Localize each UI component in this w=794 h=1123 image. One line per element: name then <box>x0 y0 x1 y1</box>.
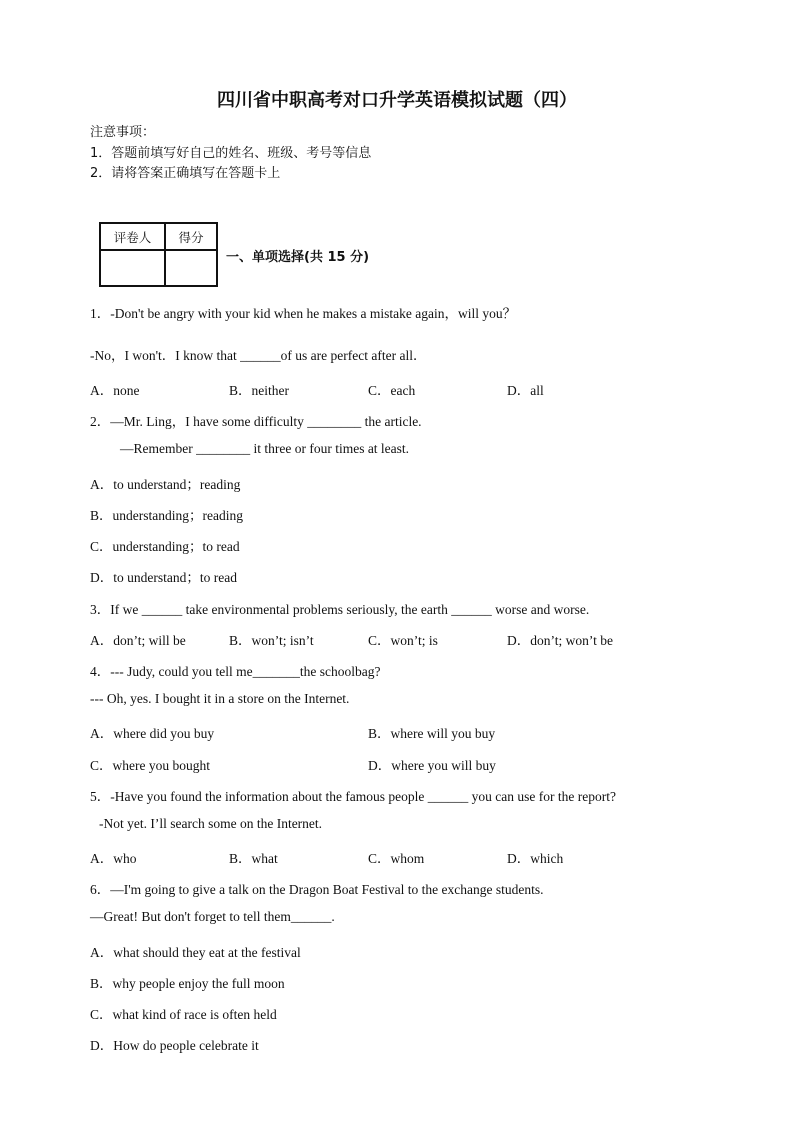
option-b[interactable]: B．understanding；reading <box>90 508 243 523</box>
question-stem: 2．—Mr. Ling，I have some difficulty ________ the article. <box>90 414 422 429</box>
question-reply: -No，I won't．I know that ______of us are perfect after all． <box>90 348 427 363</box>
option-c[interactable]: C．each <box>368 383 416 398</box>
option-b[interactable]: B．what <box>229 851 278 866</box>
question-stem: 3．If we ______ take environmental problems seriously, the earth ______ worse and worse. <box>90 602 590 617</box>
question-stem: 6．—I'm going to give a talk on the Dragon Boat Festival to the exchange students. <box>90 882 544 897</box>
question-reply: -Not yet. I’ll search some on the Internet. <box>99 816 323 831</box>
question-reply: --- Oh, yes. I bought it in a store on the Internet. <box>90 691 350 706</box>
question-reply: —Remember ________ it three or four times at least. <box>120 441 410 456</box>
option-d[interactable]: D．all <box>507 383 544 398</box>
option-c[interactable]: C．whom <box>368 851 425 866</box>
option-d[interactable]: D．where you will buy <box>368 758 496 773</box>
option-b[interactable]: B．where will you buy <box>368 726 496 741</box>
notice-item: 1．答题前填写好自己的姓名、班级、考号等信息 <box>90 146 372 161</box>
option-c[interactable]: C．where you bought <box>90 758 210 773</box>
option-b[interactable]: B．why people enjoy the full moon <box>90 976 285 991</box>
question-stem: 4．--- Judy, could you tell me_______the schoolbag? <box>90 664 381 679</box>
option-a[interactable]: A．don’t; will be <box>90 633 186 648</box>
option-d[interactable]: D．to understand；to read <box>90 570 237 585</box>
option-d[interactable]: D．which <box>507 851 564 866</box>
option-a[interactable]: A．what should they eat at the festival <box>90 945 301 960</box>
option-d[interactable]: D．don’t; won’t be <box>507 633 613 648</box>
option-c[interactable]: C．understanding；to read <box>90 539 240 554</box>
grader-cell[interactable] <box>100 250 165 286</box>
option-c[interactable]: C．what kind of race is often held <box>90 1007 277 1022</box>
option-c[interactable]: C．won’t; is <box>368 633 438 648</box>
page-title: 四川省中职高考对口升学英语模拟试题（四） <box>217 90 577 111</box>
option-a[interactable]: A．none <box>90 383 140 398</box>
question-stem: 5．-Have you found the information about the famous people ______ you can use for the report? <box>90 789 616 804</box>
section-heading: 一、单项选择(共 15 分) <box>226 250 370 265</box>
option-b[interactable]: B．won’t; isn’t <box>229 633 314 648</box>
score-cell[interactable] <box>165 250 217 286</box>
question-reply: —Great! But don't forget to tell them______. <box>90 909 335 924</box>
option-a[interactable]: A．where did you buy <box>90 726 215 741</box>
option-a[interactable]: A．to understand；reading <box>90 477 241 492</box>
option-d[interactable]: D．How do people celebrate it <box>90 1038 259 1053</box>
notice-item: 2．请将答案正确填写在答题卡上 <box>90 166 281 181</box>
option-b[interactable]: B．neither <box>229 383 289 398</box>
score-table <box>99 222 218 287</box>
option-a[interactable]: A．who <box>90 851 137 866</box>
question-stem: 1．-Don't be angry with your kid when he makes a mistake again，will you？ <box>90 306 517 321</box>
grader-header: 评卷人 <box>100 223 165 250</box>
notice-heading: 注意事项： <box>90 125 156 140</box>
score-header: 得分 <box>165 223 217 250</box>
